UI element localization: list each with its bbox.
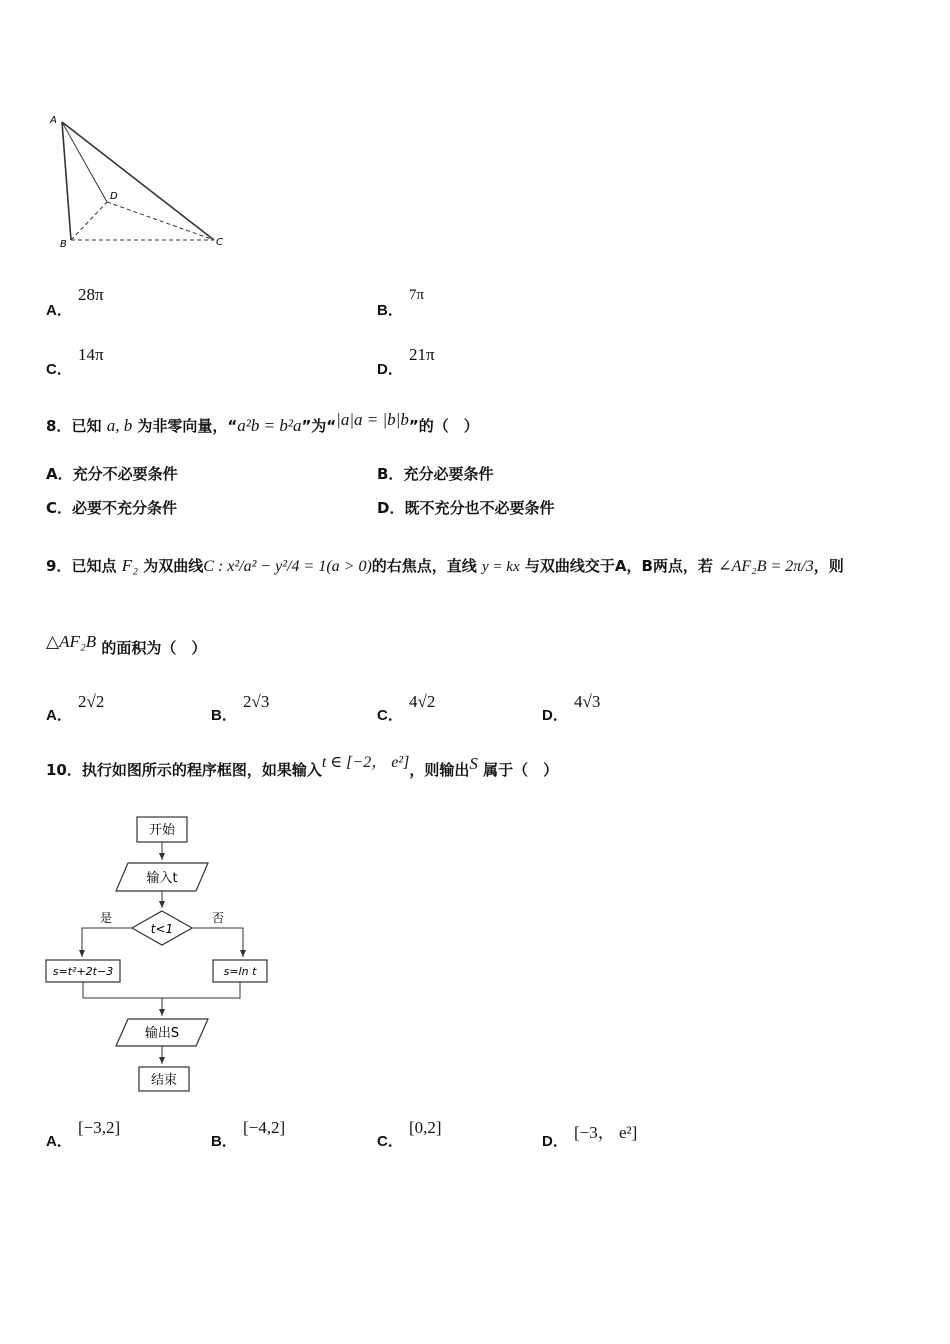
q9-text-1: 已知点 [71,557,117,575]
q8-option-b: B．充分必要条件 [377,465,494,483]
q10-text-1: 执行如图所示的程序框图，如果输入 [81,761,322,779]
flow-end-text: 结束 [150,1073,178,1088]
q10-option-a-label: A． [46,1133,72,1150]
q8-text-1: 已知 [71,417,102,435]
q10-option-d-label: D． [542,1133,568,1150]
vertex-a-label: A [50,115,57,126]
q8-option-a: A．充分不必要条件 [46,465,178,483]
q8-vars: a, b [106,416,133,435]
q8-expr-2: |a|a = |b|b [336,410,409,429]
vertex-d-label: D [110,191,118,202]
q7-option-d-value: 21π [409,345,435,364]
q10-text-3: 属于（ ） [483,761,559,779]
q8-text-2: 为非零向量，“ [137,417,238,435]
question-8 [46,406,479,446]
q7-option-b-value: 7π [409,287,425,303]
q10-svar: S [469,754,478,773]
q8-text-4: ”的（ ） [408,417,479,435]
q9-curve: C : x²/a² − y²/4 = 1(a > 0) [203,558,372,575]
q9-text-6: ，则 [813,557,844,575]
q9-option-b-label: B． [211,707,237,724]
q7-option-c-label: C． [46,361,72,378]
q10-option-c-value: [0,2] [409,1118,442,1137]
q10-option-b-value: [−4,2] [243,1118,286,1137]
q9-text-4: 与双曲线交于 [524,557,615,575]
flow-yes-label: 是 [99,911,113,925]
q10-range: t ∈ [−2， e²] [321,754,410,771]
q9-text-7: 的面积为（ ） [101,639,207,657]
flow-decision-text: t<1 [150,922,174,936]
q9-triangle: △AF₂B [46,632,97,651]
flow-right-process-text: s=ln t [223,965,257,978]
q7-option-a-label: A． [46,302,72,319]
q9-line: y = kx [482,559,520,575]
q10-option-b-label: B． [211,1133,237,1150]
q8-expr-1: a²b = b²a [237,416,302,435]
vertex-c-label: C [216,237,223,248]
q7-option-a-value: 28π [78,285,104,304]
q7-option-c-value: 14π [78,345,104,364]
q10-text-2: ，则输出 [409,761,470,779]
q9-text-5: 两点，若 [652,557,713,575]
q10-number: 10． [46,761,82,779]
q9-points: A，B [614,557,653,575]
vertex-b-label: B [60,239,67,250]
flow-start-text: 开始 [148,823,176,838]
tetrahedron-figure [44,108,234,253]
q8-option-c: C．必要不充分条件 [46,499,178,517]
q8-option-d: D．既不充分也不必要条件 [377,499,555,517]
q9-line-2 [46,630,206,666]
q9-angle: ∠AF₂B = 2π/3 [718,558,814,575]
q10-option-c-label: C． [377,1133,403,1150]
flow-output-text: 输出S [144,1026,180,1041]
question-9 [46,540,906,593]
flowchart [40,812,280,1097]
q9-option-a-label: A． [46,707,72,724]
q10-option-a-value: [−3,2] [78,1118,121,1137]
q8-text-3: ”为“ [301,417,337,435]
q9-focus: F₂ [121,556,138,575]
q9-option-c-label: C． [377,707,403,724]
question-10 [46,752,558,789]
q9-option-d-value: 4√3 [574,692,601,711]
flow-input-text: 输入t [146,871,178,886]
q9-option-d-label: D． [542,707,568,724]
q9-option-b-value: 2√3 [243,692,270,711]
q7-option-b-label: B． [377,302,403,319]
q9-number: 9． [46,557,72,575]
flow-left-process-text: s=t²+2t−3 [52,965,114,978]
q7-option-d-label: D． [377,361,403,378]
flow-no-label: 否 [211,911,225,925]
q9-text-2: 为双曲线 [143,557,204,575]
q9-text-3: 的右焦点，直线 [371,557,477,575]
q10-option-d-value: [−3， e²] [574,1123,638,1142]
q9-option-a-value: 2√2 [78,692,105,711]
q8-number: 8． [46,417,72,435]
q9-option-c-value: 4√2 [409,692,436,711]
